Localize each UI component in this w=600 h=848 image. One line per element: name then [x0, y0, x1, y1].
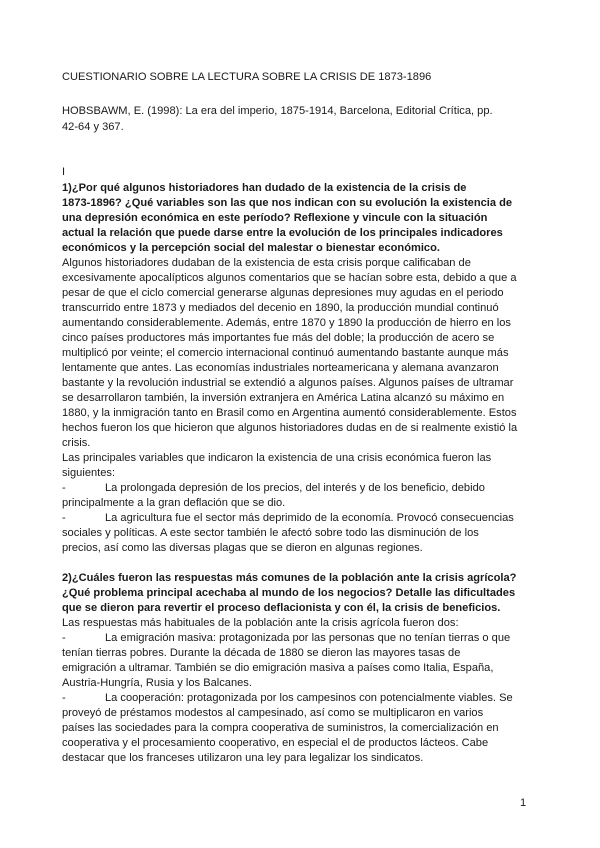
answer-1-line: pesar de que el ciclo comercial generarse algunas depresiones muy agudas en el periodo	[62, 287, 504, 299]
bullet-text: La emigración masiva: protagonizada por las personas que no tenían tierras o que	[105, 632, 511, 644]
bullet-text: destacar que los franceses utilizaron una ley para legalizar los sindicatos.	[62, 752, 424, 764]
bullet-dash: -	[62, 632, 66, 644]
bullet-text: cooperativa y el procesamiento cooperativo, en especial el de productos lácteos. Cabe	[62, 737, 489, 749]
bullet-text: tenían tierras pobres. Durante la década de 1880 se dieron las mayores tasas de	[62, 647, 461, 659]
answer-1-line: excesivamente apocalípticos algunos comentarios que se hacían sobre esta, debido a que a	[62, 272, 517, 284]
bullet-text: países las sociedades para la compra cooperativa de suministros, la comercialización en	[62, 722, 499, 734]
bullet-text: La prolongada depresión de los precios, del interés y de los beneficio, debido	[105, 482, 485, 494]
reference-line: 42-64 y 367.	[62, 121, 124, 133]
document-title: CUESTIONARIO SOBRE LA LECTURA SOBRE LA CRISIS DE 1873-1896	[62, 71, 432, 83]
bullet-text: precios, así como las diversas plagas que se dieron en algunas regiones.	[62, 542, 423, 554]
bullet-text: Austria-Hungría, Rusia y los Balcanes.	[62, 677, 252, 689]
answer-1-line: aumentando considerablemente. Además, entre 1870 y 1890 la producción de hierro en los	[62, 317, 511, 329]
bullet-text: principalmente a la gran deflación que se dio.	[62, 497, 286, 509]
question-1-line: una depresión económica en este período? Reflexione y vincule con la situación	[62, 212, 488, 224]
bullet-text: emigración a ultramar. También se dio emigración masiva a países como Italia, España,	[62, 662, 494, 674]
bullet-text: sociales y políticas. A este sector también le afectó sobre todo las disminución de los	[62, 527, 479, 539]
bullet-dash: -	[62, 692, 66, 704]
answer-1-line: lentamente que antes. Las economías industriales norteamericana y alemana avanzaron	[62, 362, 499, 374]
answer-1-line: bastante y la revolución industrial se extendió a algunos países. Algunos países de ultramar	[62, 377, 514, 389]
bullet-text: La cooperación: protagonizada por los campesinos con potencialmente viables. Se	[105, 692, 513, 704]
question-1-line: 1)¿Por qué algunos historiadores han dudado de la existencia de la crisis de	[62, 182, 467, 194]
answer-2-intro: Las respuestas más habituales de la población ante la crisis agrícola fueron dos:	[62, 617, 459, 629]
answer-1-line: siguientes:	[62, 467, 116, 479]
answer-1-line: hechos fueron los que hicieron que algunos historiadores dudas en de si realmente existió la	[62, 422, 518, 434]
question-2-line: ¿Qué problema principal acechaba al mundo de los negocios? Detalle las dificultades	[62, 587, 516, 599]
answer-1-line: Algunos historiadores dudaban de la existencia de esta crisis porque calificaban de	[62, 257, 471, 269]
answer-1-line: cinco países productores más importantes fue más del doble; la producción de acero se	[62, 332, 495, 344]
answer-1-line: crisis.	[62, 437, 91, 449]
question-2-line: que se dieron para revertir el proceso deflacionista y con él, la crisis de beneficios.	[62, 602, 501, 614]
question-1-line: económicos y la percepción social del malestar o bienestar económico.	[62, 242, 440, 254]
question-1-line: actual la relación que puede darse entre la evolución de los principales indicadores	[62, 227, 503, 239]
bullet-dash: -	[62, 482, 66, 494]
section-marker: I	[62, 166, 66, 178]
answer-1-line: 1880, y la inmigración tanto en Brasil como en Argentina aumentó considerablemente. Estos	[62, 407, 517, 419]
page-number: 1	[520, 797, 527, 809]
bullet-dash: -	[62, 512, 66, 524]
question-2-line: 2)¿Cuáles fueron las respuestas más comunes de la población ante la crisis agrícola?	[62, 572, 517, 584]
question-1-line: 1873-1896? ¿Qué variables son las que nos indican con su evolución la existencia de	[62, 197, 513, 209]
answer-1-line: Las principales variables que indicaron la existencia de una crisis económica fueron las	[62, 452, 492, 464]
answer-1-line: transcurrido entre 1873 y mediados del decenio en 1890, la producción mundial continuó	[62, 302, 499, 314]
bullet-text: La agricultura fue el sector más deprimido de la economía. Provocó consecuencias	[105, 512, 514, 524]
reference-line: HOBSBAWM, E. (1998): La era del imperio, 1875-1914, Barcelona, Editorial Crítica, pp.	[62, 105, 493, 117]
bullet-text: proveyó de préstamos modestos al campesinado, así como se multiplicaron en varios	[62, 707, 484, 719]
answer-1-line: multiplicó por veinte; el comercio internacional continuó aumentando bastante aunque más	[62, 347, 509, 359]
answer-1-line: se desarrollaron también, la inversión extranjera en América Latina alcanzó su máximo en	[62, 392, 505, 404]
